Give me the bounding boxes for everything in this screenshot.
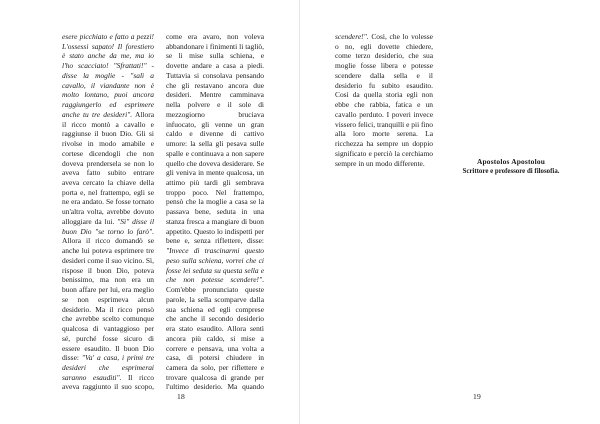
column-paragraph (335, 32, 433, 168)
author-role: Scrittore e professore di filosofia. (462, 168, 560, 175)
text-run: come era avaro, non voleva abbandonare i finimenti li tagliò, se li mise sulla schiena, e dovette andare a casa a piedi. Tuttavia si consolava pensando che gli restavano ancora due desideri. Mentre camminava nella polvere e il sole di mezzogiorno bruciava infuocato, gli venne un gran caldo e divenne di cattivo umore: la sella gli pesava sulle spalle e continuava a non sapere quello che doveva desiderare. Se gli veniva in mente qualcosa, un attimo più tardi gli sembrava troppo poco. Nel frattempo, pensò che la moglie a casa se la passava bene, seduta in una stanza fresca a mangiare di buon appetito. Questo lo indispettì per bene e, senza riflettere, disse: (166, 32, 264, 246)
page-number-right: 19 (473, 392, 481, 401)
text-column-2 (166, 32, 264, 392)
text-column-3 (335, 32, 433, 392)
text-run: Allora il ricco domandò se anche lui poteva esprimere tre desideri come il suo vicino. Sì, rispose il buon Dio, poteva benissimo, ma non era un buon affare per lui, era meglio se non esprimeva alcun desiderio. Ma il ricco pensò che avrebbe scelto comunque qualcosa di vantaggioso per sé, purché fosse sicuro di essere esaudito. Il buon Dio disse: (62, 236, 154, 363)
column-paragraph (62, 32, 154, 392)
italic-text-run: "Invece di trascinarmi questo peso sulla schiena, vorrei che ci fosse lei seduta su questa sella e che non potesse scendere!" (166, 246, 264, 285)
italic-text-run: "Va' a casa, i primi tre desideri che esprimerai saranno esauditi". (62, 353, 154, 382)
text-run: Così, che lo volesse o no, egli dovette chiedere, come terzo desiderio, che sua moglie fosse libera e potesse scendere dalla sella e il desiderio fu subito esaudito. Così da quella storia egli non ebbe che rabbia, fatica e un cavallo perduto. I poveri invece vissero felici, tranquilli e pii fino alla loro morte serena. La ricchezza ha sempre un doppio significato e perciò la cerchiamo sempre in un modo differente. (335, 32, 433, 168)
text-run: . Com'ebbe pronunciato queste parole, la sella scomparve dalla sua schiena ed egli comprese che anche il secondo desiderio era stato esaudito. Allora sentì ancora più caldo, si mise a correre e pensava, una volta a casa, di potersi chiudere in camera da solo, per riflettere e trovare qualcosa di grande per l'ultimo desiderio. Ma quando (166, 275, 264, 392)
italic-text-run: scendere!". (335, 32, 369, 41)
column-paragraph (166, 32, 264, 392)
page-number-left: 18 (177, 392, 185, 401)
text-run: Il ricco aveva raggiunto il suo scopo, (62, 372, 154, 392)
italic-text-run: esere picchiato e fatto a pezzi! L'ossessi sapato! Il forestiero è stato anche da me, ma io l'ho scacciato! "Sfrattati!" - disse la moglie - "salì a cavallo, il viandante non è molto lontano, puoi ancora raggiungerlo ed esprimere anche tu tre desideri". (62, 32, 154, 119)
text-column-1 (62, 32, 154, 392)
text-run: Allora il ricco montò a cavallo e raggiunse il buon Dio. Gli si rivolse in modo amabile e cortese dicendogli che non doveva prendersela se non lo aveva fatto subito entrare aveva cercato la chiave della porta e, nel frattempo, egli se ne era andato. Se fosse tornato un'altra volta, avrebbe dovuto alloggiare da lui. (62, 109, 154, 226)
author-name: Apostolos Apostolou (476, 157, 546, 166)
italic-text-run: "Sì" disse il buon Dio "se torno lo farò". (62, 216, 154, 236)
